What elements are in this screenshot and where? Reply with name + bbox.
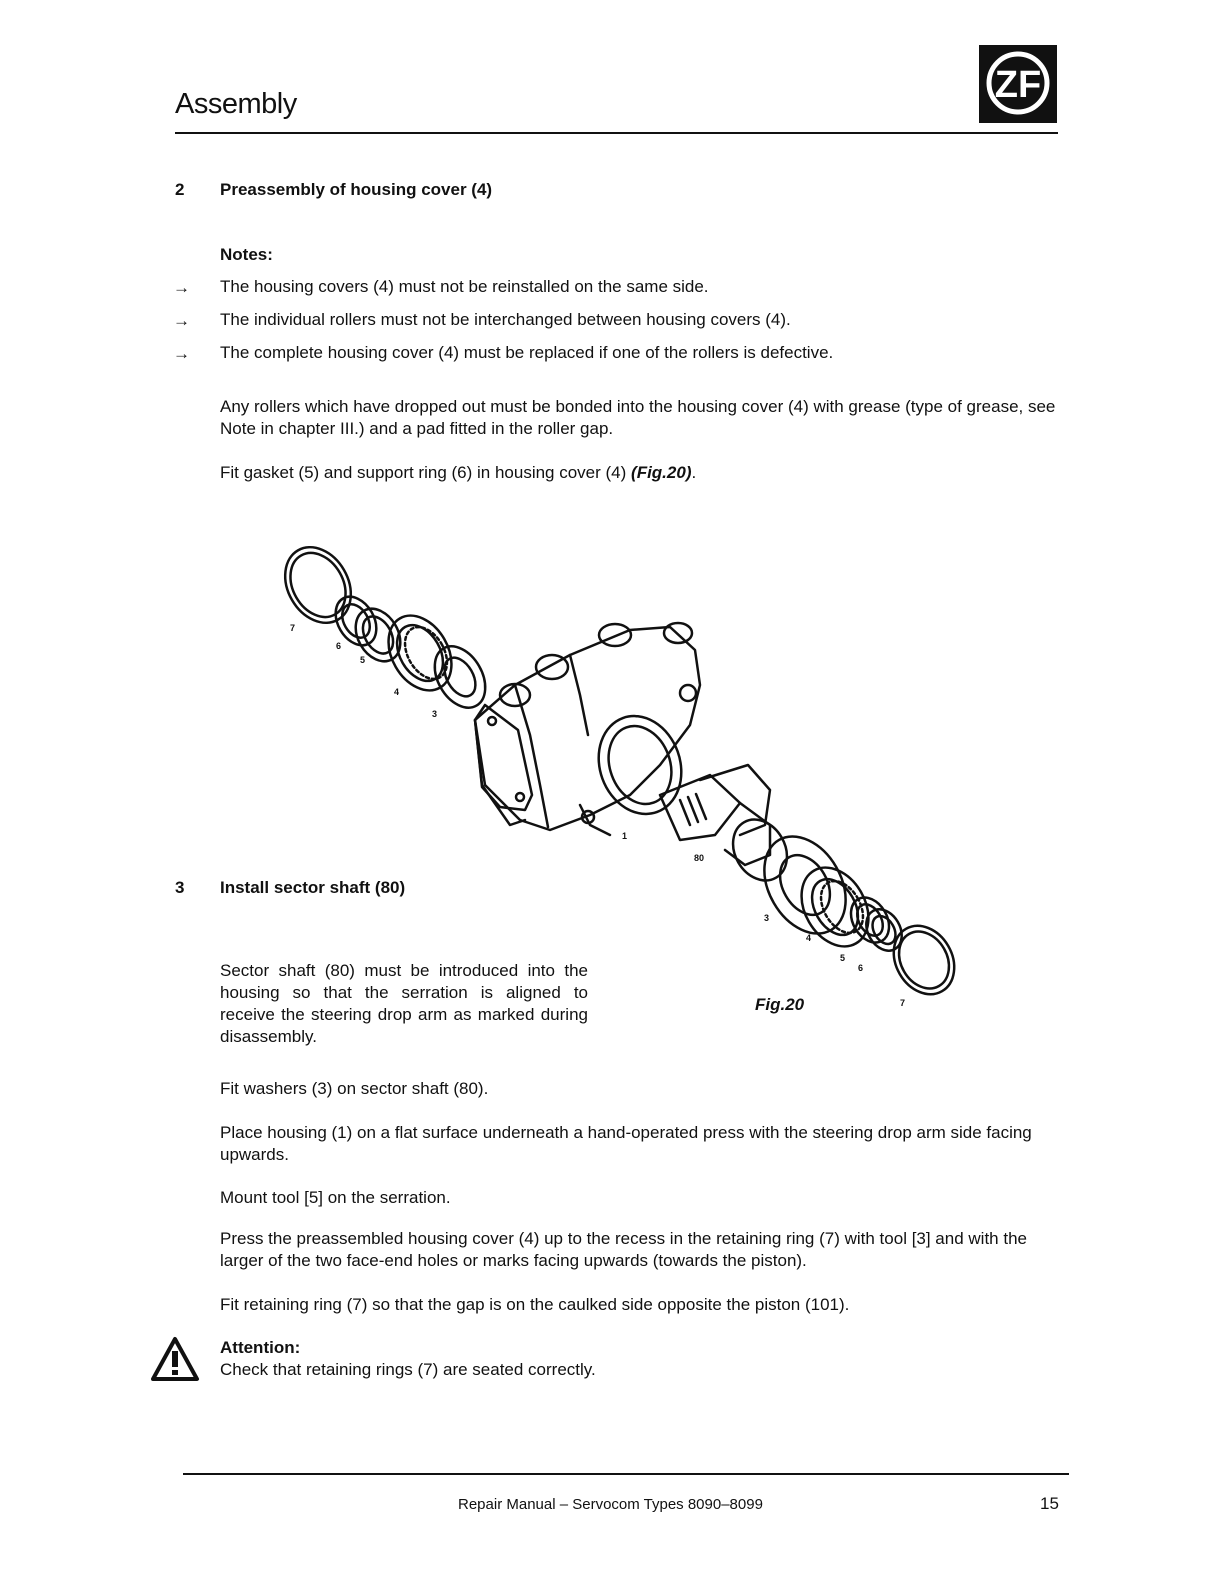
retaining-ring-upper <box>272 535 364 634</box>
note-1-text: The housing covers (4) must not be reinstalled on the same side. <box>220 277 709 296</box>
warning-icon <box>150 1336 200 1382</box>
part-label: 6 <box>858 963 864 973</box>
note-1-arrow: → <box>173 278 190 297</box>
section-3-paragraph-4: Mount tool [5] on the serration. <box>220 1188 451 1207</box>
section-2-number: 2 <box>175 180 185 199</box>
part-label: 3 <box>764 913 770 923</box>
sector-shaft <box>660 775 740 840</box>
section-2-paragraph-1: Any rollers which have dropped out must be bonded into the housing cover (4) with grease (type of grease, see Note in chapter III.) and a pad fitted in the roller gap. <box>220 397 1056 438</box>
section-2-paragraph-2: Fit gasket (5) and support ring (6) in housing cover (4) (Fig.20). <box>220 463 697 482</box>
figure-caption: Fig.20 <box>755 995 805 1014</box>
part-label: 80 <box>694 853 705 863</box>
support-ring-lower <box>859 903 909 957</box>
section-3-paragraph-1: Sector shaft (80) must be introduced into the housing so that the serration is aligned to receive the steering drop arm as marked during disassembly. <box>220 961 588 1046</box>
part-label: 5 <box>840 953 846 963</box>
attention-label: Attention: <box>220 1338 301 1357</box>
section-3-paragraph-6: Fit retaining ring (7) so that the gap is on the caulked side opposite the piston (101). <box>220 1295 850 1314</box>
exploded-view-figure <box>270 535 970 1025</box>
part-label: 4 <box>806 933 812 943</box>
section-3-paragraph-2: Fit washers (3) on sector shaft (80). <box>220 1079 489 1098</box>
notes-label: Notes: <box>220 245 273 264</box>
footer-divider <box>183 1473 1069 1475</box>
part-label: 3 <box>432 709 438 719</box>
housing-cover-lower <box>788 856 882 959</box>
figure-reference: (Fig.20) <box>631 463 692 482</box>
part-label: 7 <box>900 998 906 1008</box>
part-label: 1 <box>622 831 628 841</box>
page-title: Assembly <box>175 88 297 120</box>
part-label: 5 <box>360 655 366 665</box>
section-3-title: Install sector shaft (80) <box>220 878 406 897</box>
attention-text: Check that retaining rings (7) are seated correctly. <box>220 1360 596 1379</box>
housing-port-1 <box>536 655 568 679</box>
part-label: 7 <box>290 623 296 633</box>
note-3-text: The complete housing cover (4) must be replaced if one of the rollers is defective. <box>220 343 834 362</box>
exploded-view-drawing <box>270 535 970 1025</box>
part-label: 4 <box>394 687 400 697</box>
note-2-arrow: → <box>173 311 190 330</box>
zf-logo <box>979 45 1057 123</box>
header-divider <box>175 132 1058 134</box>
note-3-arrow: → <box>173 344 190 363</box>
part-label: 6 <box>336 641 342 651</box>
housing-bore <box>585 704 694 825</box>
logo-text: ZF <box>994 64 1042 106</box>
page-number: 15 <box>1040 1494 1059 1513</box>
section-3-number: 3 <box>175 878 185 897</box>
footer-text: Repair Manual – Servocom Types 8090–8099 <box>458 1496 763 1513</box>
section-3-paragraph-3: Place housing (1) on a flat surface underneath a hand-operated press with the steering drop arm side facing upwards. <box>220 1123 1032 1164</box>
sector-shaft-end <box>722 810 797 890</box>
section-3-paragraph-5: Press the preassembled housing cover (4) up to the recess in the retaining ring (7) with tool [3] and with the larger of the two face-end holes or marks facing upwards (towards the piston). <box>220 1229 1027 1270</box>
section-2-title: Preassembly of housing cover (4) <box>220 180 493 199</box>
note-2-text: The individual rollers must not be interchanged between housing covers (4). <box>220 310 791 329</box>
